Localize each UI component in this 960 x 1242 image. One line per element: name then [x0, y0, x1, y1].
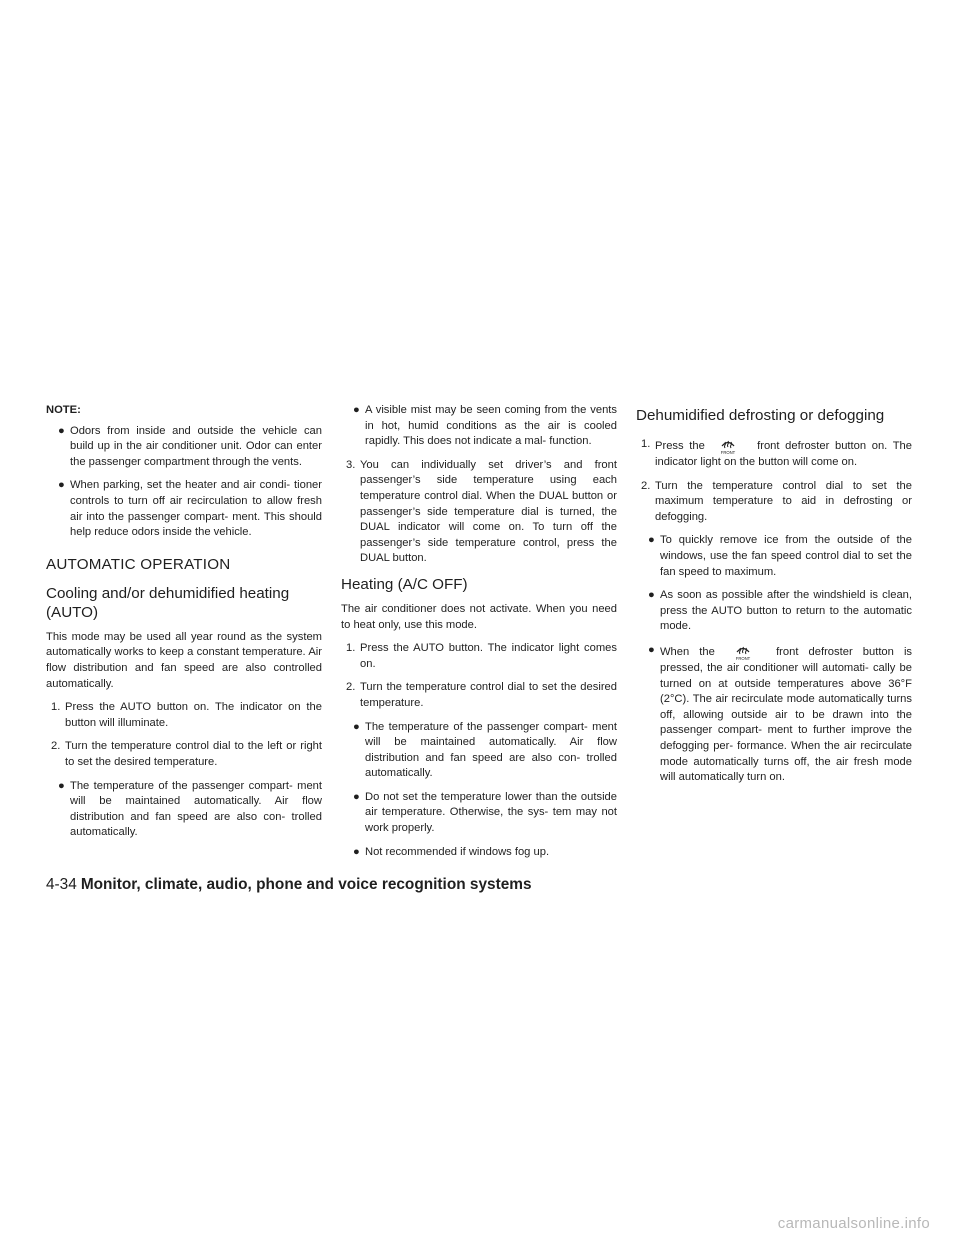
subheading-defrost: Dehumidified defrosting or defogging [636, 407, 885, 424]
bullet-item [341, 845, 617, 861]
bullet-item [341, 720, 617, 782]
bullet-item [636, 643, 912, 786]
bullet-mark: ● [353, 404, 360, 416]
bullet-mark: ● [648, 589, 655, 602]
bullet-mark: ● [648, 643, 655, 656]
note-label: NOTE: [46, 404, 81, 416]
bullet-item [636, 533, 912, 580]
bullet-mark: ● [353, 845, 360, 858]
bullet-text: Do not set the temperature lower than the outside air temperature. Otherwise, the sys- tem may not work properly. [365, 790, 617, 835]
icon-label: FRONT [721, 450, 736, 455]
step-text [655, 437, 912, 471]
bullet-item [46, 779, 322, 841]
column-middle [341, 403, 617, 868]
step-text: Press the AUTO button. The indicator light comes on. [360, 642, 617, 670]
column-left [46, 403, 322, 849]
step-item [341, 641, 617, 672]
note-bullet [46, 478, 322, 540]
bullet-text: When parking, set the heater and air condi- tioner controls to turn off air recirculation to allow fresh air into the passenger compart- ment. This should help reduce odors inside the vehicle. [70, 479, 322, 539]
note-bullet [46, 424, 322, 471]
step-item [341, 458, 617, 567]
bullet-text: As soon as possible after the windshield is clean, press the AUTO button to return to the automatic mode. [660, 589, 912, 633]
step-text: Turn the temperature control dial to the left or right to set the desired temperature. [65, 740, 322, 768]
bullet-text: Not recommended if windows fog up. [365, 845, 550, 858]
subheading-auto: Cooling and/or dehumidified heating (AUTO) [46, 584, 290, 621]
step-number: 2. [641, 479, 651, 492]
step-number: 2. [346, 681, 356, 694]
bullet-text [660, 643, 912, 786]
chapter-title: Monitor, climate, audio, phone and voice recognition systems [80, 876, 532, 893]
watermark: carmanualsonline.info [777, 1215, 930, 1232]
step-number: 1. [346, 642, 356, 655]
page-footer [46, 876, 532, 894]
bullet-mark: ● [353, 790, 360, 803]
step-item [636, 479, 912, 526]
front-defroster-icon [713, 437, 743, 455]
subheading-heating: Heating (A/C OFF) [341, 575, 468, 593]
step-item [46, 739, 322, 770]
bullet-text-post: front defroster button is pressed, the air conditioner will automati- cally be turned on at outside temperatures above 36°F (2°C). The air recirculate mode automatically turns off, allowing outside air to be drawn into the passenger compart- ment to further improve the defogging per- formance. When the air recirculate mode automatically turns off, the air fresh mode will automatically turn on. [660, 645, 913, 784]
bullet-item [341, 403, 617, 450]
step-text: You can individually set driver’s and front passenger’s side temperature using each temperature control dial. When the DUAL button or passenger’s side temperature dial is turned, the DUAL indicator will come on. To turn off the passenger’s side temperature control, press the DUAL button. [360, 458, 617, 565]
step-text: Turn the temperature control dial to set the desired temperature. [360, 681, 617, 709]
page-number: 4-34 [46, 876, 77, 893]
step-text-pre: Press the [655, 440, 705, 452]
step-text-post: front defroster button on. The indicator light on the button will come on. [655, 440, 913, 468]
bullet-mark: ● [58, 779, 65, 792]
bullet-text: The temperature of the passenger compart- ment will be maintained automatically. Air flow distribution and fan speed are also con- trolled automatically. [70, 779, 322, 839]
bullet-mark: ● [648, 534, 655, 547]
step-number: 3. [346, 458, 356, 471]
step-item [341, 680, 617, 711]
section-heading: AUTOMATIC OPERATION [46, 555, 231, 573]
bullet-text: The temperature of the passenger compart- ment will be maintained automatically. Air flow distribution and fan speed are also con- trolled automatically. [365, 720, 617, 780]
bullet-item [636, 588, 912, 635]
bullet-mark: ● [58, 479, 65, 492]
intro-paragraph: The air conditioner does not activate. When you need to heat only, use this mode. [341, 602, 617, 631]
step-item [46, 700, 322, 731]
step-text: Press the AUTO button on. The indicator on the button will illuminate. [65, 701, 322, 729]
step-number: 2. [51, 740, 61, 753]
step-number: 1. [51, 701, 61, 714]
step-item [636, 437, 912, 471]
bullet-item [341, 790, 617, 837]
bullet-mark: ● [58, 424, 65, 437]
bullet-text: Odors from inside and outside the vehicle can build up in the air conditioner unit. Odor can enter the passenger compartment through the vents. [70, 424, 322, 468]
bullet-text-pre: When the [660, 645, 715, 658]
icon-label: FRONT [735, 655, 751, 661]
step-text: Turn the temperature control dial to set the maximum temperature to aid in defrosting or defogging. [655, 479, 912, 523]
step-number: 1. [641, 438, 651, 450]
intro-paragraph: This mode may be used all year round as the system automatically works to keep a constant temperature. Air flow distribution and fan speed are also controlled automatically. [46, 630, 322, 690]
front-defroster-icon [728, 643, 758, 661]
bullet-text: To quickly remove ice from the outside of the windows, use the fan speed control dial to set the fan speed to maximum. [660, 534, 912, 578]
bullet-text: A visible mist may be seen coming from the vents in hot, humid conditions as the air is cooled rapidly. This does not indicate a mal- function. [365, 404, 617, 448]
column-right [636, 406, 912, 794]
bullet-mark: ● [353, 720, 360, 733]
